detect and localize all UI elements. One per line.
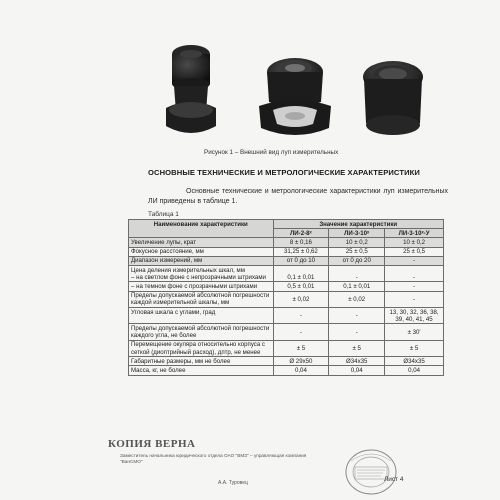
round-seal-stamp bbox=[343, 447, 405, 497]
loupe-li-2-8-photo bbox=[160, 40, 222, 140]
row-name: – на темном фоне с прозрачными штрихами bbox=[129, 282, 274, 291]
row-name: Габаритные размеры, мм не более bbox=[129, 357, 274, 366]
section-title: ОСНОВНЫЕ ТЕХНИЧЕСКИЕ И МЕТРОЛОГИЧЕСКИЕ ХАРАКТЕРИСТИКИ bbox=[148, 168, 420, 177]
spec-table bbox=[128, 219, 444, 376]
row-name bbox=[129, 266, 274, 282]
row-value: 25 ± 0,5 bbox=[385, 247, 444, 256]
loupe-li-3-10-u-photo bbox=[357, 55, 429, 143]
row-name-line: – на светлом фоне с непрозрачными штрихами bbox=[131, 273, 266, 281]
table-row bbox=[129, 256, 444, 265]
row-value: ± 5 bbox=[385, 340, 444, 356]
row-value: ± 0,02 bbox=[329, 291, 385, 307]
row-value: - bbox=[385, 256, 444, 265]
row-name-line: Цена деления измерительных шкал, мм bbox=[131, 266, 245, 274]
copy-certified-stamp bbox=[108, 438, 313, 493]
row-value: Ø34x35 bbox=[385, 357, 444, 366]
row-value: от 0 до 20 bbox=[329, 256, 385, 265]
row-value: - bbox=[385, 291, 444, 307]
row-value: ± 0,02 bbox=[273, 291, 329, 307]
row-value: - bbox=[385, 282, 444, 291]
row-name: Пределы допускаемой абсолютной погрешности каждой измерительной шкалы, мм bbox=[129, 291, 274, 307]
table-row bbox=[129, 291, 444, 307]
row-value: ± 30' bbox=[385, 324, 444, 340]
row-value: 0,04 bbox=[273, 366, 329, 375]
row-name: Масса, кг, не более bbox=[129, 366, 274, 375]
table-row bbox=[129, 340, 444, 356]
header-values: Значение характеристики bbox=[273, 220, 444, 229]
page-number: Лист 4 bbox=[384, 476, 404, 483]
row-value: 8 ± 0,16 bbox=[273, 238, 329, 247]
table-row bbox=[129, 247, 444, 256]
row-value: - bbox=[385, 266, 444, 282]
row-name: Пределы допускаемой абсолютной погрешности каждого угла, не более bbox=[129, 324, 274, 340]
stamp-signature-name: А.А. Туровец bbox=[218, 480, 248, 486]
row-name: Перемещение окуляра относительно корпуса с сеткой (диоптрийный расход), дптр, не менее bbox=[129, 340, 274, 356]
row-name: Фокусное расстояние, мм bbox=[129, 247, 274, 256]
row-name: Диапазон измерений, мм bbox=[129, 256, 274, 265]
row-value: 25 ± 0,5 bbox=[329, 247, 385, 256]
row-value: 0,04 bbox=[385, 366, 444, 375]
figure-caption: Рисунок 1 – Внешний вид луп измерительных bbox=[204, 149, 339, 156]
intro-paragraph: Основные технические и метрологические характеристики луп измерительных ЛИ приведены в таблице 1. bbox=[148, 188, 448, 205]
row-value: 13, 30, 32, 36, 38, 39, 40, 41, 45 bbox=[385, 308, 444, 324]
row-value: 10 ± 0,2 bbox=[385, 238, 444, 247]
row-name: Угловая шкала с углами, град bbox=[129, 308, 274, 324]
header-model: ЛИ-3-10ˣ bbox=[329, 229, 385, 238]
row-value: Ø 29x50 bbox=[273, 357, 329, 366]
header-model: ЛИ-3-10ˣ-У bbox=[385, 229, 444, 238]
loupe-li-3-10-photo bbox=[255, 50, 335, 142]
row-value: 0,1 ± 0,01 bbox=[329, 282, 385, 291]
table-label: Таблица 1 bbox=[148, 211, 179, 218]
table-row bbox=[129, 357, 444, 366]
table-row bbox=[129, 324, 444, 340]
header-name: Наименование характеристики bbox=[129, 220, 274, 238]
table-row bbox=[129, 308, 444, 324]
row-value: ± 5 bbox=[329, 340, 385, 356]
table-row bbox=[129, 366, 444, 375]
row-name: Увеличение лупы, крат bbox=[129, 238, 274, 247]
stamp-text: Заместитель начальника юридического отдела ОАО "ВМЗ" – управляющая компания "ВанСМО" bbox=[120, 453, 307, 464]
row-value: - bbox=[329, 266, 385, 282]
row-value: 10 ± 0,2 bbox=[329, 238, 385, 247]
header-model: ЛИ-2-8ˣ bbox=[273, 229, 329, 238]
row-value: - bbox=[329, 324, 385, 340]
row-value: - bbox=[329, 308, 385, 324]
row-value: - bbox=[273, 308, 329, 324]
row-value: 0,5 ± 0,01 bbox=[273, 282, 329, 291]
row-value: Ø34x35 bbox=[329, 357, 385, 366]
row-value: 0,04 bbox=[329, 366, 385, 375]
table-row bbox=[129, 266, 444, 282]
row-value: - bbox=[273, 324, 329, 340]
table-row bbox=[129, 282, 444, 291]
row-value: ± 5 bbox=[273, 340, 329, 356]
row-value: 0,1 ± 0,01 bbox=[273, 266, 329, 282]
stamp-title: КОПИЯ ВЕРНА bbox=[108, 438, 196, 450]
row-value: 31,25 ± 0,62 bbox=[273, 247, 329, 256]
row-value: от 0 до 10 bbox=[273, 256, 329, 265]
table-row bbox=[129, 238, 444, 247]
